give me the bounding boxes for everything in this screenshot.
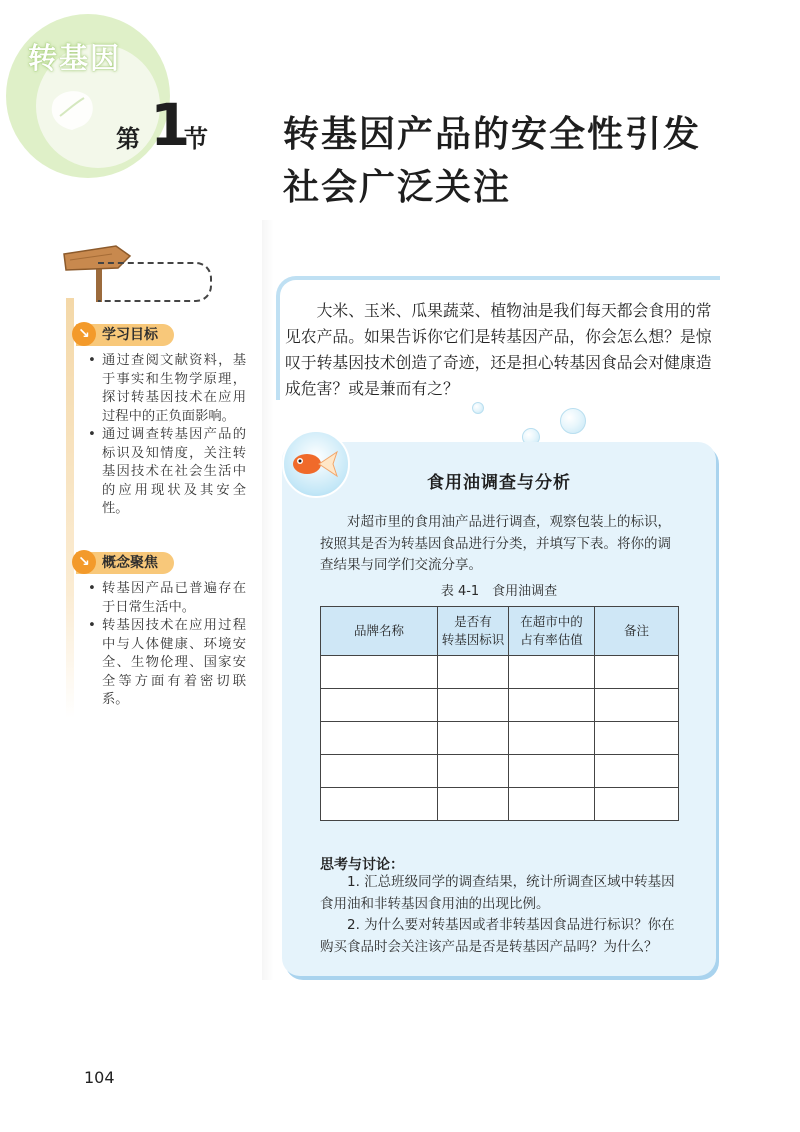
table-row xyxy=(321,788,679,821)
table-cell[interactable] xyxy=(509,755,595,788)
survey-table xyxy=(320,606,679,821)
table-cell[interactable] xyxy=(438,788,509,821)
table-cell[interactable] xyxy=(321,656,438,689)
discussion-title: 思考与讨论： xyxy=(320,857,404,873)
table-cell[interactable] xyxy=(438,656,509,689)
column-divider xyxy=(262,220,274,980)
table-cell[interactable] xyxy=(595,656,679,689)
table-cell[interactable] xyxy=(321,722,438,755)
section-prefix: 第 xyxy=(116,125,140,153)
table-cell[interactable] xyxy=(321,689,438,722)
page-title xyxy=(283,108,763,214)
section-suffix: 节 xyxy=(184,125,208,153)
table-cell[interactable] xyxy=(595,722,679,755)
table-header-market-share: 在超市中的 占有率估值 xyxy=(509,607,595,656)
table-header-row xyxy=(321,607,679,656)
table-cell[interactable] xyxy=(438,689,509,722)
table-row xyxy=(321,689,679,722)
table-header-brand: 品牌名称 xyxy=(321,607,438,656)
learning-goals-tag xyxy=(76,324,174,346)
table-cell[interactable] xyxy=(509,656,595,689)
chapter-badge-title: 转基因 xyxy=(28,41,122,75)
intro-paragraph: 大米、玉米、瓜果蔬菜、植物油是我们每天都会食用的常见农产品。如果告诉你它们是转基因产品，你会怎么想？是惊叹于转基因技术创造了奇迹，还是担心转基因食品会对健康造成危害？或是兼而有之？ xyxy=(285,301,712,398)
activity-title: 食用油调查与分析 xyxy=(427,473,571,493)
discussion-item: 1. 汇总班级同学的调查结果，统计所调查区域中转基因食用油和非转基因食用油的出现比例。 xyxy=(320,874,675,912)
arrow-icon: ↘ xyxy=(72,322,96,346)
page-title-line2: 社会广泛关注 xyxy=(283,167,512,208)
activity-description: 对超市里的食用油产品进行调查，观察包装上的标识，按照其是否为转基因食品进行分类，并填写下表。将你的调查结果与同学们交流分享。 xyxy=(320,514,671,573)
list-item: • 通过调查转基因产品的标识及知情度，关注转基因技术在社会生活中的应用现状及其安全性。 xyxy=(86,426,246,519)
table-cell[interactable] xyxy=(595,689,679,722)
list-item: • 通过查阅文献资料，基于事实和生物学原理，探讨转基因技术在应用过程中的正负面影响。 xyxy=(86,352,246,426)
table-header-gmo-label: 是否有 转基因标识 xyxy=(438,607,509,656)
discussion-item: 2. 为什么要对转基因或者非转基因食品进行标识？你在购买食品时会关注该产品是否是转基因产品吗？为什么？ xyxy=(320,917,675,955)
bubble-decoration xyxy=(472,402,484,414)
table-caption: 表 4-1 食用油调查 xyxy=(440,584,558,599)
table-cell[interactable] xyxy=(438,722,509,755)
table-cell[interactable] xyxy=(321,788,438,821)
page-title-line1: 转基因产品的安全性引发 xyxy=(283,114,702,155)
table-header-notes: 备注 xyxy=(595,607,679,656)
table-cell[interactable] xyxy=(438,755,509,788)
list-item: • 转基因技术在应用过程中与人体健康、环境安全、生物伦理、国家安全等方面有着密切联系。 xyxy=(86,617,246,710)
learning-goals-list xyxy=(86,352,246,519)
sidebar-dashed-frame xyxy=(98,262,212,302)
learning-goals-label: 学习目标 xyxy=(102,327,158,343)
table-cell[interactable] xyxy=(321,755,438,788)
sidebar-accent-bar xyxy=(66,298,74,718)
leaf-icon xyxy=(44,86,100,132)
discussion-list xyxy=(320,872,688,958)
concept-focus-tag xyxy=(76,552,174,574)
table-row xyxy=(321,755,679,788)
table-cell[interactable] xyxy=(509,722,595,755)
table-row xyxy=(321,656,679,689)
table-cell[interactable] xyxy=(509,788,595,821)
arrow-icon: ↘ xyxy=(72,550,96,574)
concept-focus-label: 概念聚焦 xyxy=(102,555,158,571)
table-cell[interactable] xyxy=(595,788,679,821)
table-cell[interactable] xyxy=(509,689,595,722)
page-number: 104 xyxy=(84,1068,115,1087)
concept-focus-list xyxy=(86,580,246,710)
table-cell[interactable] xyxy=(595,755,679,788)
section-number: 1 xyxy=(150,91,191,159)
bubble-decoration xyxy=(560,408,586,434)
list-item: • 转基因产品已普遍存在于日常生活中。 xyxy=(86,580,246,617)
table-row xyxy=(321,722,679,755)
